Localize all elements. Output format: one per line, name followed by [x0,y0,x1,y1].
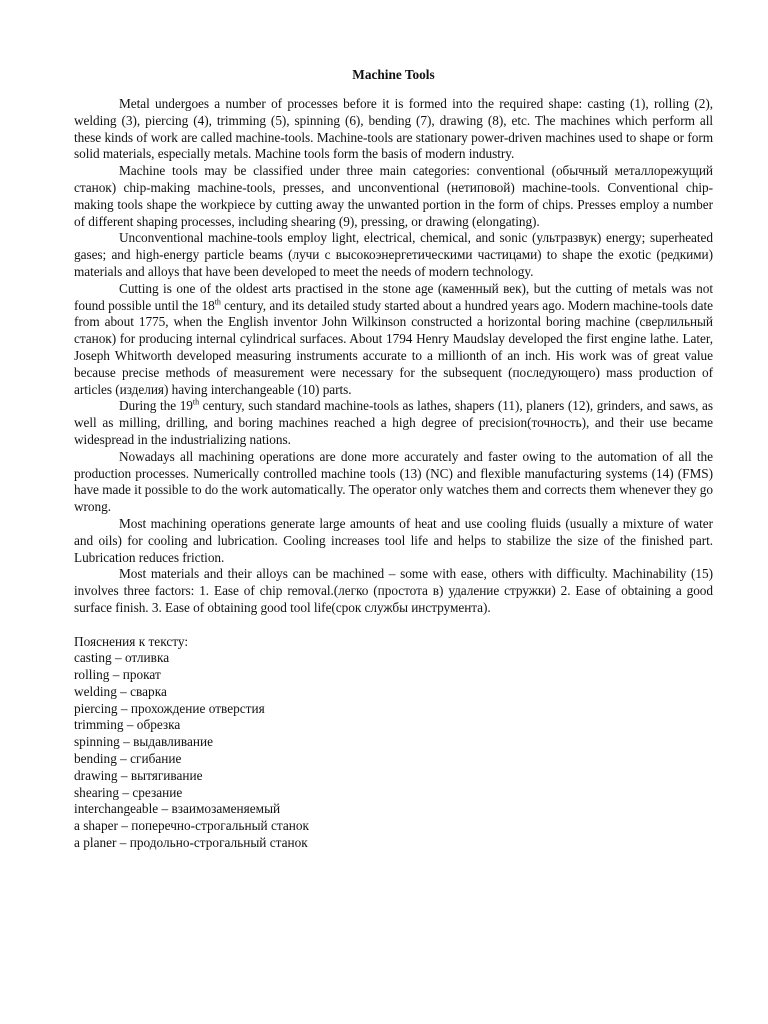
paragraph-4-superscript: th [214,297,221,307]
paragraph-1: Metal undergoes a number of processes before it is formed into the required shape: casting (1), rolling (2), welding (3), piercing (4), trimming (5), spinning (6), bending (7), drawing (8), etc. The machines which perform all these kinds of work are called machine-tools. Machine-tools are stationary power-driven machines used to shape or form solid materials, especially metals. Machine tools form the basis of modern industry. [74,96,713,162]
paragraph-5-part-a: During the 19 [119,398,193,414]
glossary-item: a planer – продольно-строгальный станок [74,835,308,851]
paragraph-5-part-b: century, such standard machine-tools as lathes, shapers (11), planers (12), grinders, and saws, as well as milling, drilling, and boring machines reached a high degree of precision(точность), and their use became widespread in the industrializing nations. [74,398,713,447]
paragraph-2: Machine tools may be classified under three main categories: conventional (обычный металлорежущий станок) chip-making machine-tools, presses, and unconventional (нетиповой) machine-tools. Conventional chip-making tools shape the workpiece by cutting away the unwanted portion in the form of chips. Presses employ a number of different shaping processes, including shearing (9), pressing, or drawing (elongating). [74,163,713,229]
glossary-item: trimming – обрезка [74,717,181,733]
document-page [74,66,713,852]
glossary-item: spinning – выдавливание [74,734,213,750]
paragraph-4-part-a: Cutting is one of the oldest arts practised in the stone age (каменный век), but the cutting of metals was not found possible until the 18 [74,280,713,313]
glossary-item: welding – сварка [74,683,167,699]
glossary-item: bending – сгибание [74,751,182,767]
paragraph-6: Nowadays all machining operations are done more accurately and faster owing to the automation of all the production processes. Numerically controlled machine tools (13) (NC) and flexible manufacturing systems (14) (FMS) have made it possible to do the work automatically. The operator only watches them and corrects them whenever they go wrong. [74,448,713,515]
glossary-item: interchangeable – взаимозаменяемый [74,801,281,817]
glossary-list [74,650,713,852]
paragraph-4 [74,281,713,399]
paragraph-4-part-b: century, and its detailed study started about a hundred years ago. Modern machine-tools date from about 1775, when the English inventor John Wilkinson constructed a horizontal boring machine (сверлильный станок) for producing internal cylindrical surfaces. About 1794 Henry Maudslay developed the first engine lathe. Later, Joseph Whitworth developed measuring instruments accurate to a millionth of an inch. His work was of great value because precise methods of measurement were necessary for the subsequent (последующего) mass production of articles (изделия) having interchangeable (10) parts. [74,297,713,397]
paragraph-8: Most materials and their alloys can be machined – some with ease, others with difficulty. Machinability (15) involves three factors: 1. Ease of chip removal.(легко (простота в) удаление стружки) 2. Ease of obtaining a good surface finish. 3. Ease of obtaining good tool life(срок службы инструмента). [74,566,713,615]
paragraph-5 [74,398,713,448]
glossary-item: piercing – прохождение отверстия [74,700,265,716]
glossary-item: shearing – срезание [74,784,183,800]
paragraph-5-superscript: th [192,397,200,407]
glossary-item: casting – отливка [74,650,170,666]
glossary-item: rolling – прокат [74,667,161,683]
glossary-heading: Пояснения к тексту: [74,633,189,649]
paragraph-7: Most machining operations generate large amounts of heat and use cooling fluids (usually a mixture of water and oils) for cooling and lubrication. Cooling increases tool life and helps to stabilize the size of the finished part. Lubrication reduces friction. [74,515,713,565]
section-spacer [74,617,713,634]
glossary-item: drawing – вытягивание [74,767,203,783]
glossary-item: a shaper – поперечно-строгальный станок [74,818,309,834]
paragraph-3: Unconventional machine-tools employ light, electrical, chemical, and sonic (ультразвук) energy; superheated gases; and high-energy particle beams (лучи с высокоэнергетическими частицами) to shape the exotic (редкими) materials and alloys that have been developed to meet the needs of modern technology. [74,230,713,279]
document-title: Machine Tools [352,67,435,82]
